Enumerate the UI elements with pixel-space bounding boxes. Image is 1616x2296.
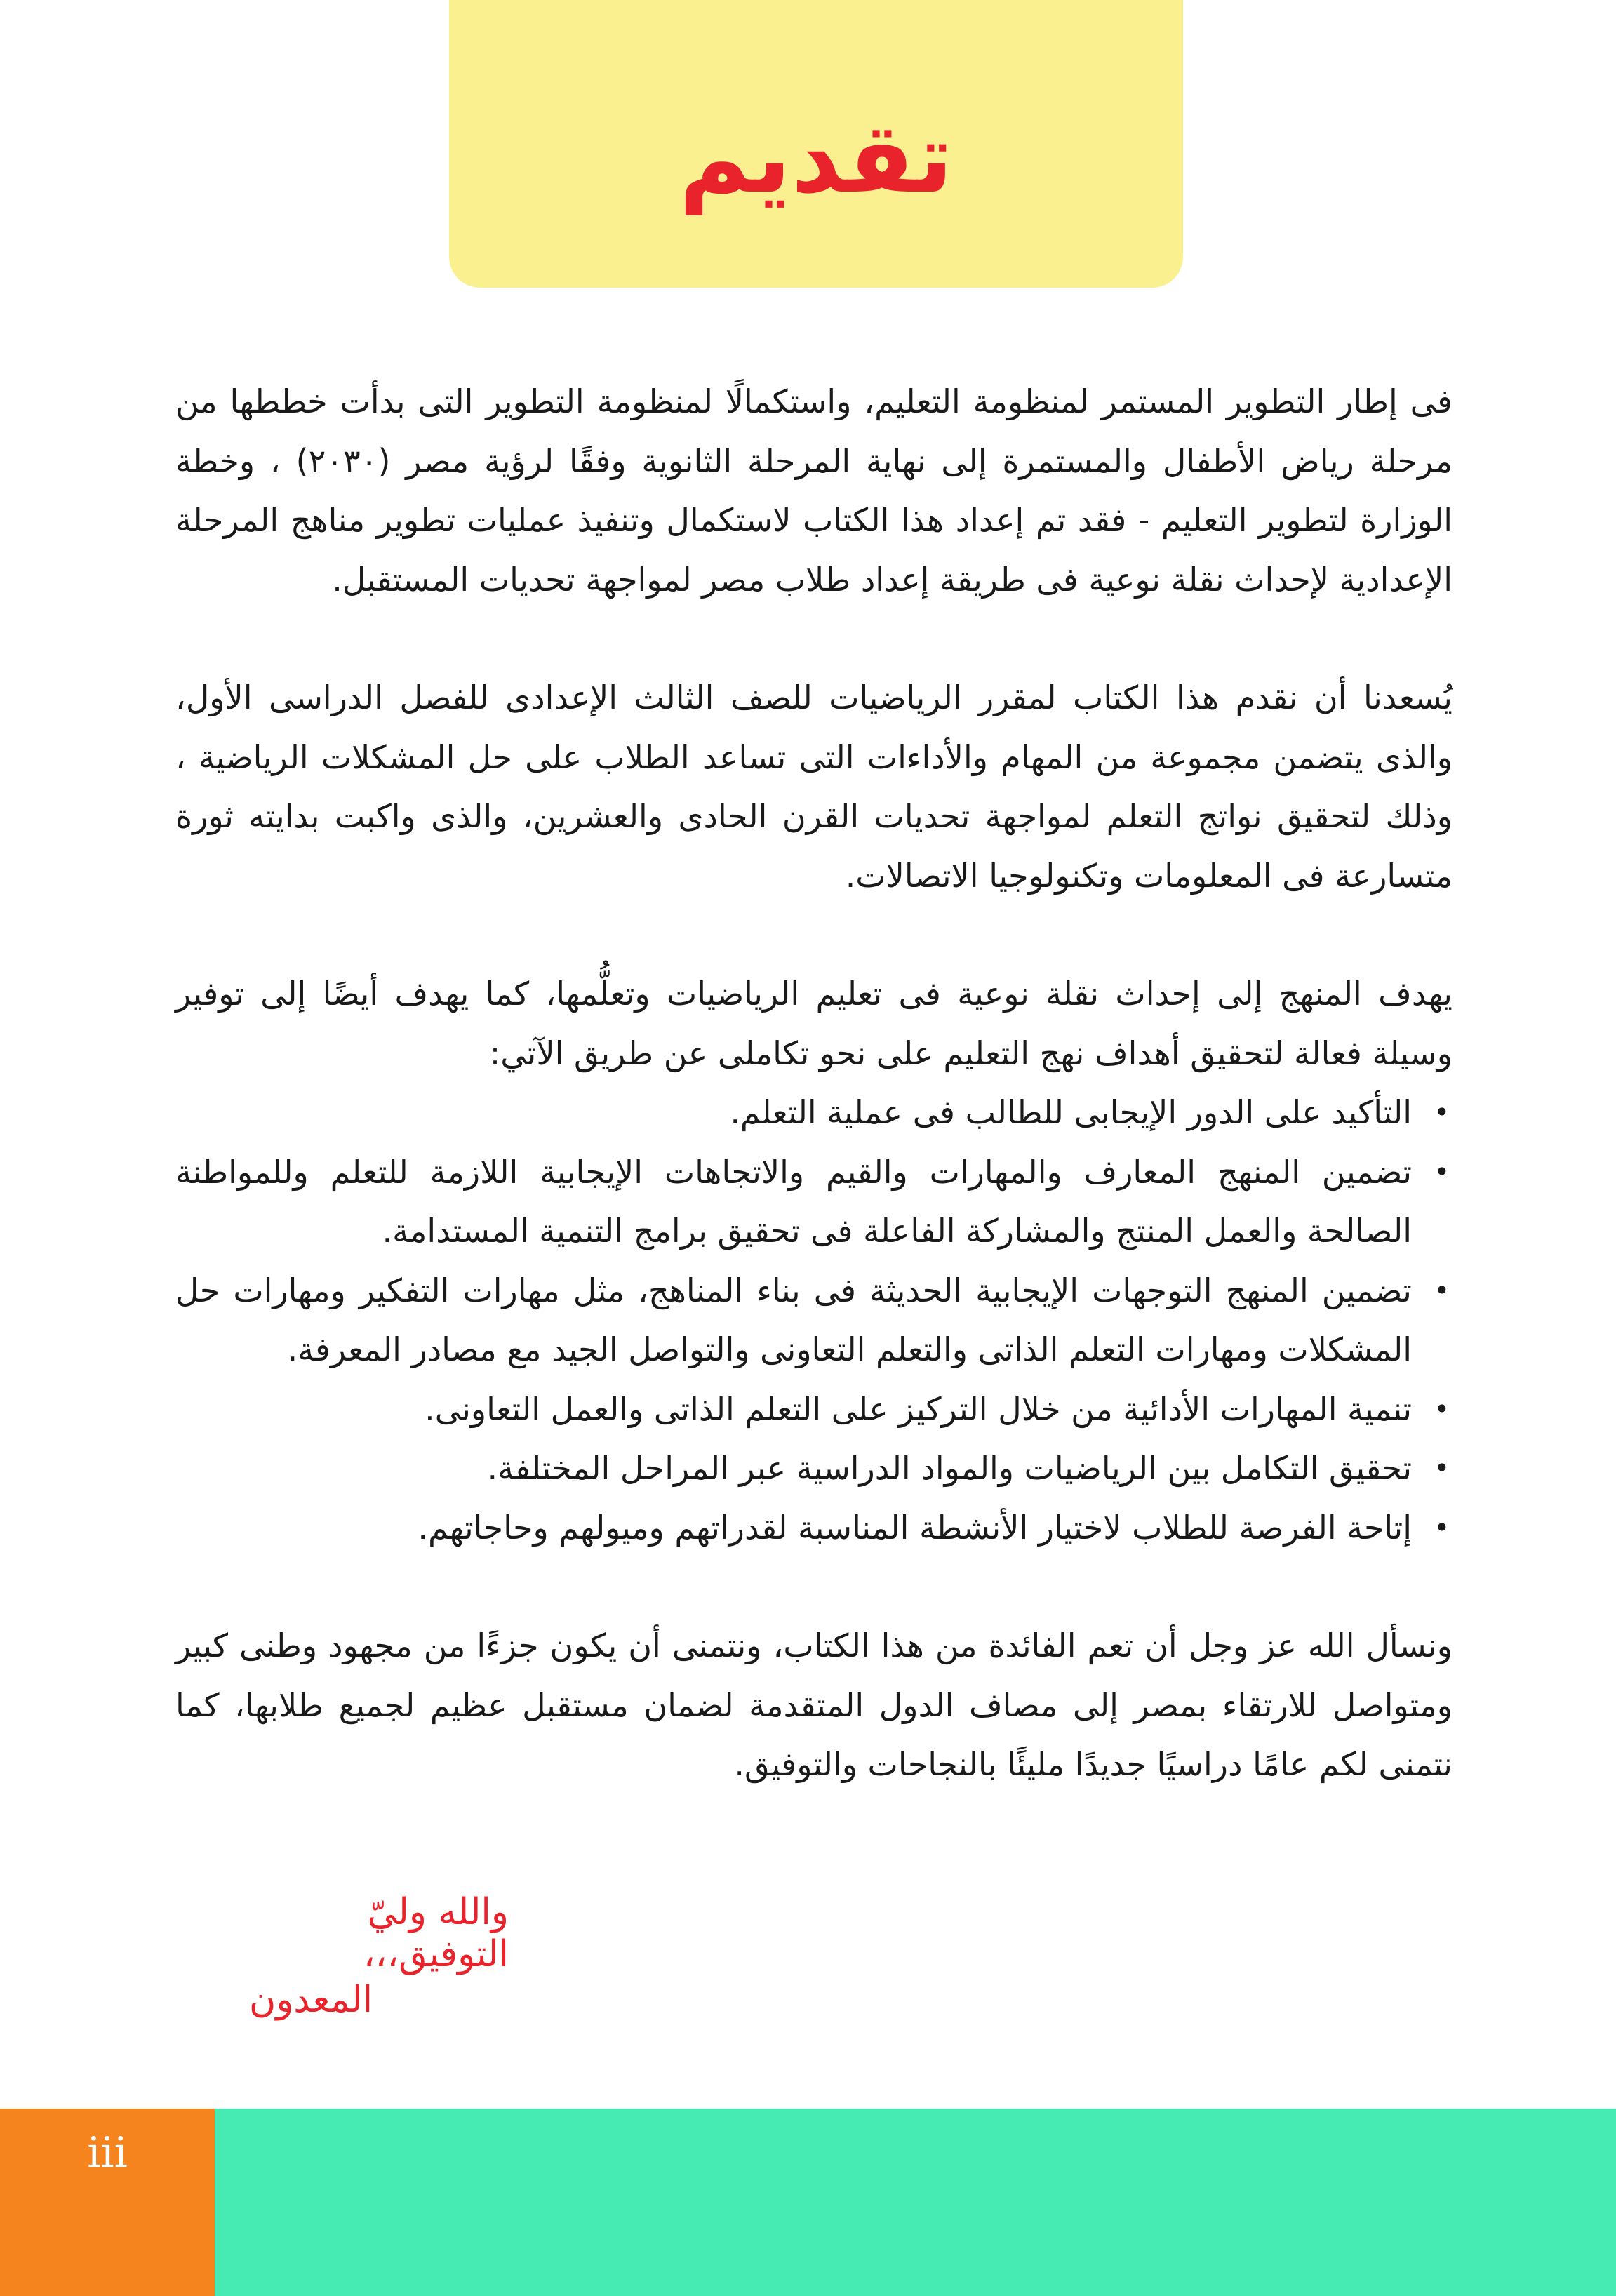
bullet-icon: •: [1434, 1393, 1450, 1424]
closing-phrase: والله وليّ التوفيق،،،: [363, 1891, 509, 1975]
preface-content: [175, 372, 1453, 1794]
goals-intro: يهدف المنهج إلى إحداث نقلة نوعية فى تعليم الرياضيات وتعلُّمها، كما يهدف أيضًا إلى توفير وسيلة فعالة لتحقيق أهداف نهج التعليم على نحو تكاملى عن طريق الآتي:: [175, 975, 1453, 1072]
goals-list: [175, 1083, 1453, 1557]
bullet-icon: •: [1434, 1453, 1450, 1483]
goal-text: تضمين المنهج المعارف والمهارات والقيم والاتجاهات الإيجابية اللازمة للتعلم وللمواطنة الصالحة والعمل المنتج والمشاركة الفاعلة فى تحقيق برامج التنمية المستدامة.: [175, 1152, 1412, 1250]
goal-text: التأكيد على الدور الإيجابى للطالب فى عملية التعلم.: [730, 1093, 1412, 1131]
paragraph-book: يُسعدنا أن نقدم هذا الكتاب لمقرر الرياضيات للصف الثالث الإعدادى للفصل الدراسى الأول، والذى يتضمن مجموعة من المهام والأداءات التى تساعد الطلاب على حل المشكلات الرياضية ، وذلك لتحقيق نواتج التعلم لمواجهة تحديات القرن الحادى والعشرين، والذى واكبت بدايته ثورة متسارعة فى المعلومات وتكنولوجيا الاتصالات.: [175, 679, 1453, 895]
bullet-icon: •: [1434, 1511, 1450, 1543]
list-item: [175, 1083, 1453, 1142]
footer-bar: [0, 2109, 1616, 2296]
goals-section: [175, 964, 1453, 1557]
authors-signoff: المعدون: [249, 1979, 373, 2021]
list-item: [175, 1261, 1453, 1380]
list-item: [175, 1142, 1453, 1261]
goal-text: تنمية المهارات الأدائية من خلال التركيز على التعلم الذاتى والعمل التعاونى.: [425, 1389, 1412, 1428]
list-item: [175, 1439, 1453, 1498]
page-number: iii: [87, 2128, 128, 2177]
paragraph-intro: فى إطار التطوير المستمر لمنظومة التعليم، واستكمالًا لمنظومة التطوير التى بدأت خططها من مرحلة رياض الأطفال والمستمرة إلى نهاية المرحلة الثانوية وفقًا لرؤية مصر (٢٠٣٠) ، وخطة الوزارة لتطوير التعليم - فقد تم إعداد هذا الكتاب لاستكمال وتنفيذ عمليات تطوير مناهج المرحلة الإعدادية لإحداث نقلة نوعية فى طريقة إعداد طلاب مصر لمواجهة تحديات المستقبل.: [175, 382, 1453, 599]
page-title: تقديم: [679, 101, 954, 215]
list-item: [175, 1498, 1453, 1558]
bullet-icon: •: [1434, 1097, 1450, 1128]
goal-text: إتاحة الفرصة للطلاب لاختيار الأنشطة المناسبة لقدراتهم وميولهم وحاجاتهم.: [418, 1508, 1412, 1547]
paragraph-conclusion: ونسأل الله عز وجل أن تعم الفائدة من هذا الكتاب، ونتمنى أن يكون جزءًا من مجهود وطنى كبير ومتواصل للارتقاء بمصر إلى مصاف الدول المتقدمة لضمان مستقبل عظيم لجميع طلابها، كما نتمنى لكم عامًا دراسيًا جديدًا مليئًا بالنجاحات والتوفيق.: [175, 1627, 1453, 1783]
list-item: [175, 1380, 1453, 1439]
title-banner: [449, 0, 1183, 288]
bullet-icon: •: [1434, 1274, 1450, 1306]
goal-text: تحقيق التكامل بين الرياضيات والمواد الدراسية عبر المراحل المختلفة.: [487, 1449, 1412, 1487]
page-number-tab: [0, 2109, 215, 2296]
bullet-icon: •: [1434, 1156, 1450, 1187]
goal-text: تضمين المنهج التوجهات الإيجابية الحديثة فى بناء المناهج، مثل مهارات التفكير ومهارات حل المشكلات ومهارات التعلم الذاتى والتعلم التعاونى والتواصل الجيد مع مصادر المعرفة.: [175, 1271, 1412, 1368]
